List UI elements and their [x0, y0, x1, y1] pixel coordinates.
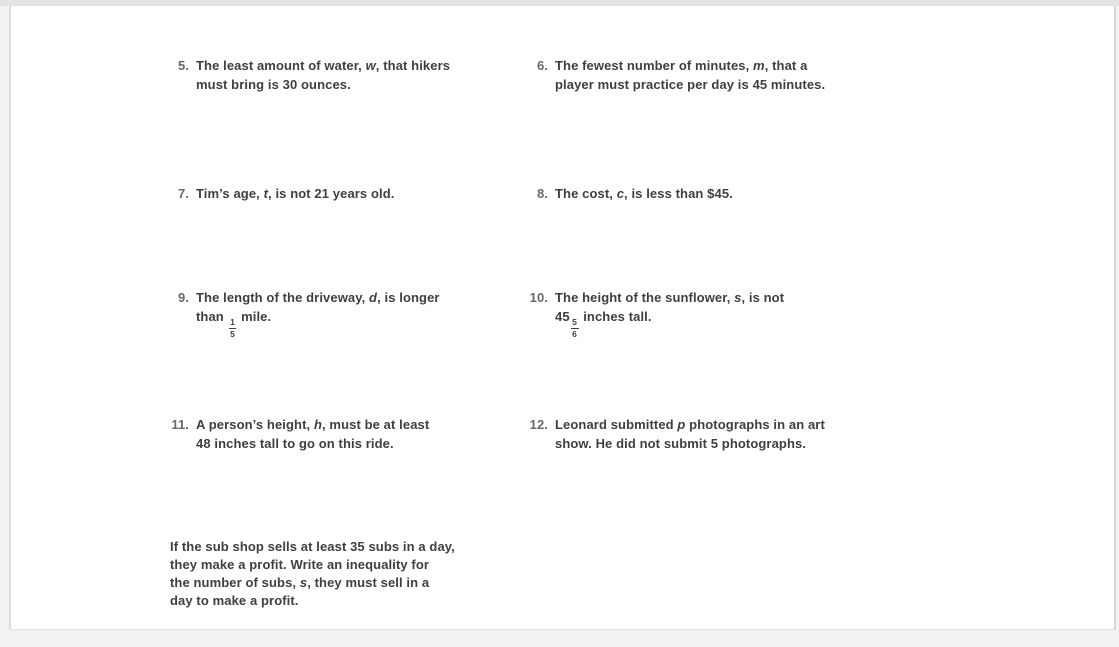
problem-text: The cost, c, is less than $45. [555, 186, 733, 201]
problem-text: The fewest number of minutes, m, that a player must practice per day is 45 minutes. [555, 58, 826, 92]
problem-6 [522, 56, 885, 94]
variable-d: d [369, 290, 378, 305]
problem-text: A person’s height, h, must be at least 48 inches tall to go on this ride. [196, 417, 430, 451]
problem-number: 10. [529, 290, 548, 305]
problem-number: 12. [529, 417, 548, 432]
problem-text: The height of the sunflower, s, is not 45 $\frac{5}{6}$ inches tall. [555, 290, 785, 339]
problem-12 [522, 415, 885, 453]
problem-number: 6. [536, 58, 548, 73]
sub-shop-problem: If the sub shop sells at least 35 subs in a day, they make a profit. Write an inequality for the number of subs, s, they must sell in a day to make a profit. [170, 539, 455, 608]
variable-s: s [734, 290, 742, 305]
problem-7 [163, 184, 526, 203]
problem-number: 8. [536, 186, 548, 201]
variable-t: t [263, 186, 269, 201]
problem-text: Leonard submitted p photographs in an art show. He did not submit 5 photographs. [555, 417, 825, 451]
problem-text: The least amount of water, w, that hikers must bring is 30 ounces. [196, 58, 451, 92]
variable-c: c [616, 186, 625, 201]
problem-number: 7. [177, 186, 189, 201]
fraction-five-sixths: $\frac{5}{6}$ [572, 317, 577, 339]
variable-p: p [677, 417, 686, 432]
variable-w: w [365, 58, 376, 73]
fraction-one-fifth: $\frac{1}{5}$ [230, 317, 235, 339]
problem-number: 9. [177, 290, 189, 305]
problem-number: 11. [171, 417, 189, 432]
variable-s: s [299, 575, 308, 590]
variable-h: h [313, 417, 322, 432]
problem-8 [522, 184, 885, 203]
problem-text: Tim’s age, t, is not 21 years old. [196, 186, 395, 201]
problem-10 [522, 288, 885, 338]
problem-text: The length of the driveway, d, is longer than $\frac{1}{5}$ mile. [196, 290, 440, 339]
problem-number: 5. [177, 58, 189, 73]
variable-m: m [753, 58, 765, 73]
problem-9 [163, 288, 526, 338]
worksheet-page [9, 6, 1116, 630]
problem-5 [163, 56, 526, 94]
problem-11 [163, 415, 526, 453]
